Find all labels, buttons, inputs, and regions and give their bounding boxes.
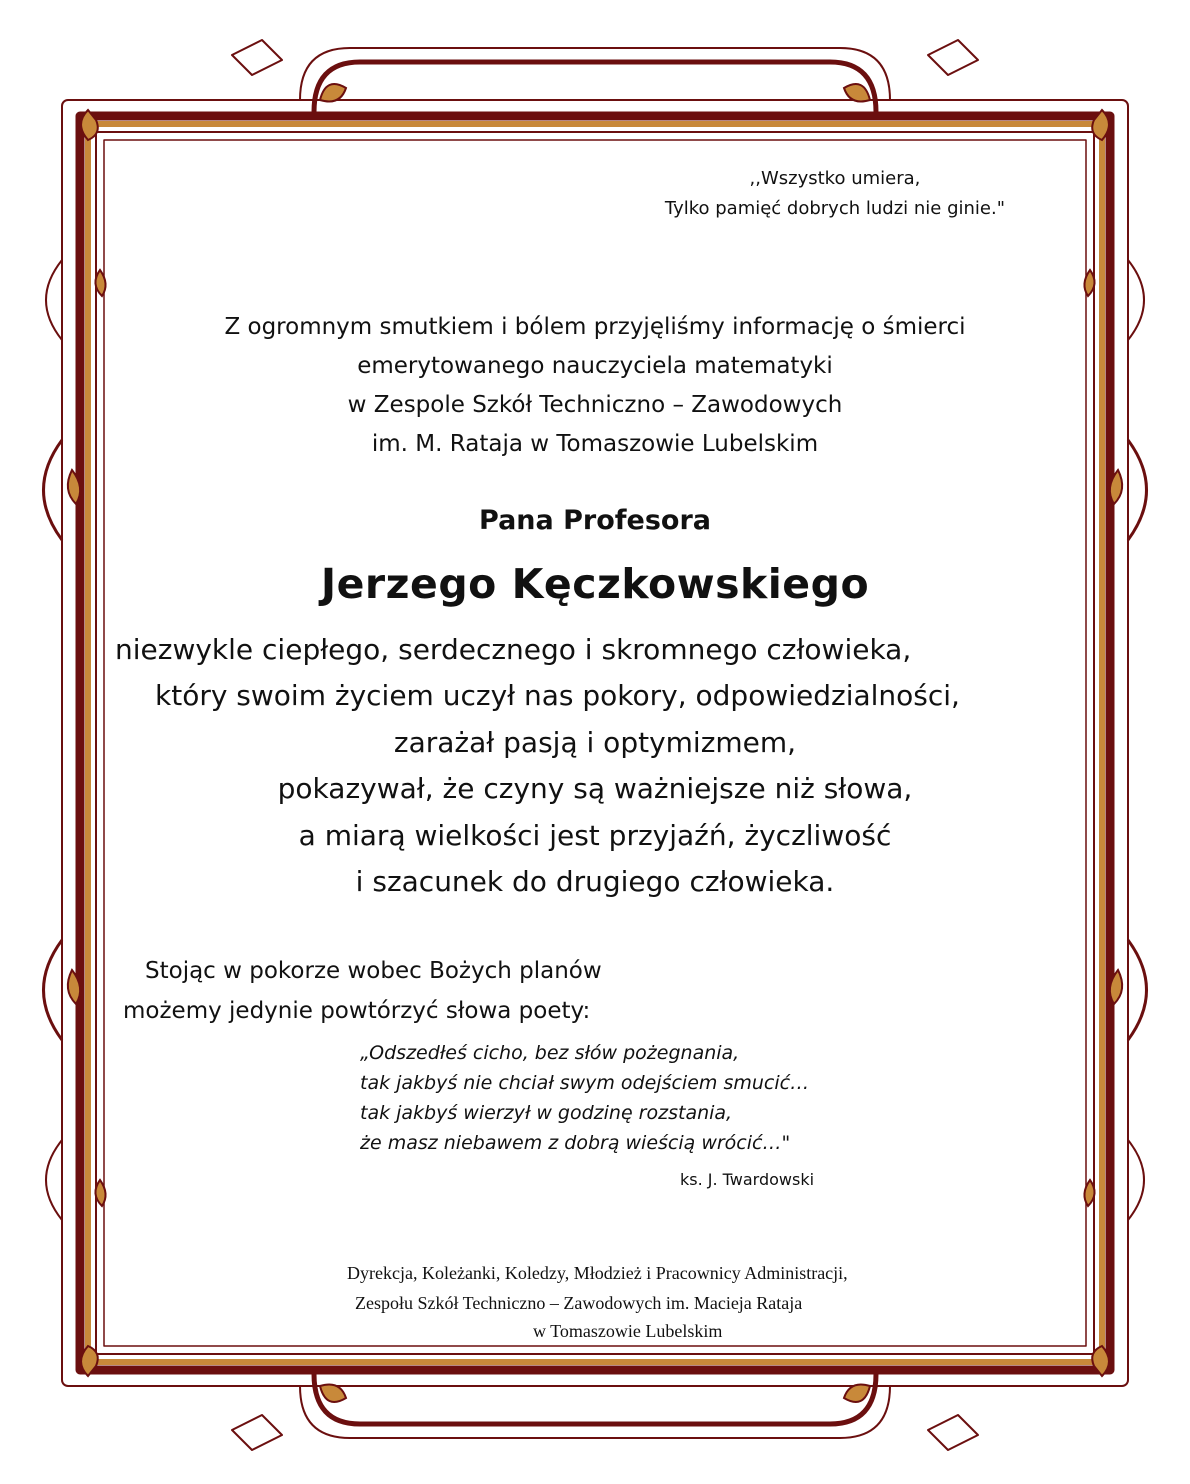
motto-line-2: Tylko pamięć dobrych ludzi nie ginie." [664, 198, 1005, 219]
signature-line: Dyrekcja, Koleżanki, Koledzy, Młodzież i Pracownicy Administracji, [347, 1263, 848, 1283]
signature-line: Zespołu Szkół Techniczno – Zawodowych im. Macieja Rataja [355, 1293, 803, 1313]
deceased-name: Jerzego Kęczkowskiego [320, 560, 870, 608]
honorific-title: Pana Profesora [479, 505, 711, 536]
standing-line: Stojąc w pokorze wobec Bożych planów [145, 958, 602, 984]
intro-line: im. M. Rataja w Tomaszowie Lubelskim [371, 431, 819, 457]
poem-line: tak jakbyś nie chciał swym odejściem smucić… [360, 1072, 810, 1094]
poem-line: tak jakbyś wierzył w godzinę rozstania, [360, 1102, 733, 1124]
poem-line: że masz niebawem z dobrą wieścią wrócić…" [360, 1132, 791, 1154]
standing-line: możemy jedynie powtórzyć słowa poety: [123, 998, 591, 1024]
poem-quote [360, 1038, 809, 1158]
intro-paragraph [0, 308, 1190, 464]
dedication-line: i szacunek do drugiego człowieka. [355, 865, 835, 898]
motto-quote [665, 164, 1005, 224]
intro-line: Z ogromnym smutkiem i bólem przyjęliśmy informację o śmierci [224, 314, 966, 340]
dedication-line: niezwykle ciepłego, serdecznego i skromnego człowieka, [115, 633, 912, 666]
dedication-line: pokazywał, że czyny są ważniejsze niż słowa, [277, 772, 913, 805]
intro-line: emerytowanego nauczyciela matematyki [357, 353, 833, 379]
dedication-line: a miarą wielkości jest przyjaźń, życzliwość [298, 819, 892, 852]
dedication-line: który swoim życiem uczył nas pokory, odpowiedzialności, [155, 679, 960, 712]
dedication-line: zarażał pasją i optymizmem, [393, 726, 797, 759]
signature-line: w Tomaszowie Lubelskim [533, 1321, 723, 1341]
intro-line: w Zespole Szkół Techniczno – Zawodowych [347, 392, 843, 418]
poem-author: ks. J. Twardowski [680, 1170, 815, 1189]
poem-line: „Odszedłeś cicho, bez słów pożegnania, [360, 1042, 740, 1064]
motto-line-1: ,,Wszystko umiera, [749, 168, 921, 189]
